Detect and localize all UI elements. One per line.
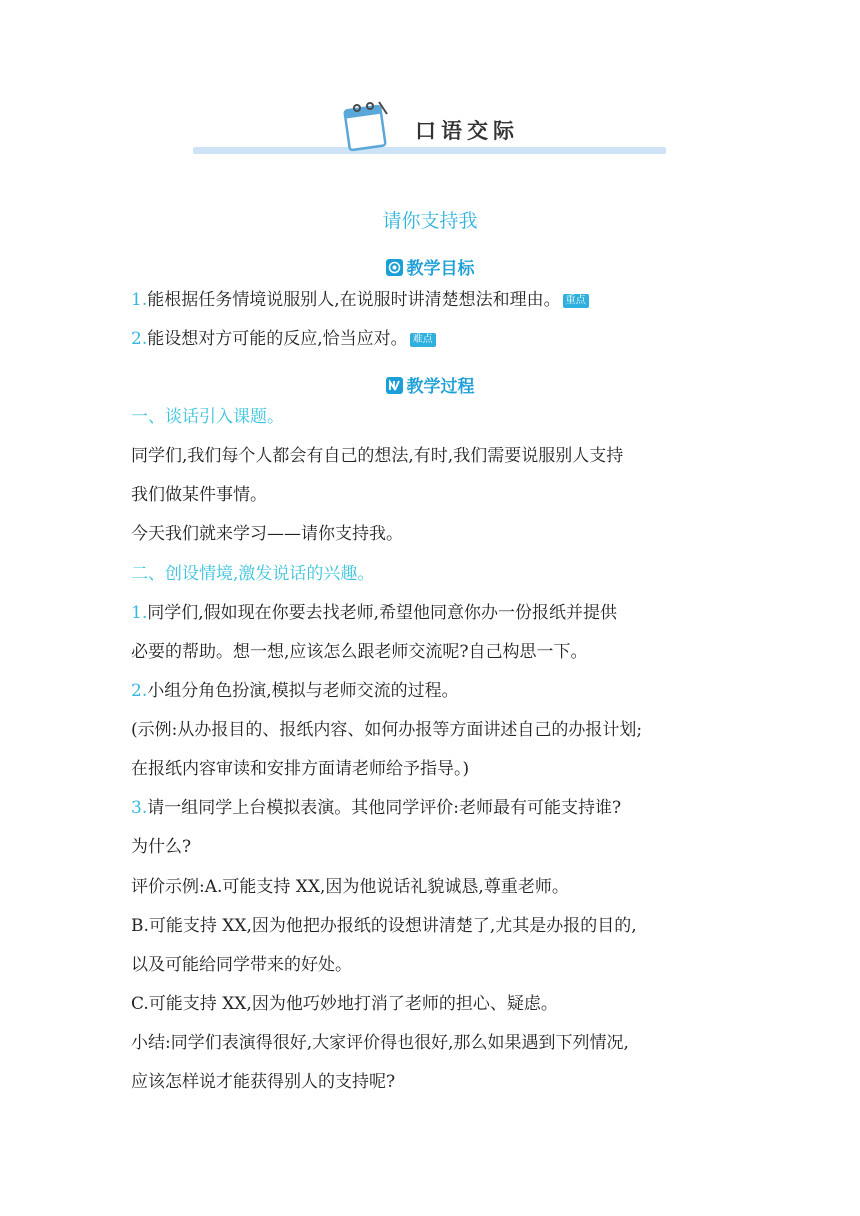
objective-text: 能设想对方可能的反应,恰当应对。 [147,329,408,349]
process-icon [386,377,403,394]
evaluation-text: B.可能支持 XX,因为他把办报纸的设想讲清楚了,尤其是办报的目的, [131,916,637,936]
example-text: (示例:从办报目的、报纸内容、如何办报等方面讲述自己的办报计划; [131,720,643,740]
difficulty-badge: 难点 [410,333,436,347]
header-underline [193,147,666,154]
objective-number: 2. [131,329,148,349]
item-number: 2. [131,681,148,701]
summary-text: 应该怎样说才能获得别人的支持呢? [131,1072,396,1092]
evaluation-text: C.可能支持 XX,因为他巧妙地打消了老师的担心、疑虑。 [131,994,558,1014]
evaluation-text: 评价示例:A.可能支持 XX,因为他说话礼貌诚恳,尊重老师。 [131,877,569,897]
step2-title: 二、创设情境,激发说话的兴趣。 [131,564,375,584]
objective-item [131,288,589,312]
example-text: 在报纸内容审读和安排方面请老师给予指导。) [131,759,470,779]
list-item [131,679,459,703]
lesson-title: 请你支持我 [382,210,478,232]
item-number: 1. [131,603,148,623]
paragraph: 同学们,我们每个人都会有自己的想法,有时,我们需要说服别人支持 [131,446,624,466]
item-number: 3. [131,798,148,818]
paragraph: 今天我们就来学习——请你支持我。 [131,524,403,544]
notebook-icon [343,100,391,152]
header-title: 口语交际 [415,119,519,143]
item-text: 小组分角色扮演,模拟与老师交流的过程。 [147,681,459,701]
objective-number: 1. [131,290,148,310]
evaluation-text: 以及可能给同学带来的好处。 [131,955,352,975]
step1-title: 一、谈话引入课题。 [131,407,284,427]
paragraph: 我们做某件事情。 [131,485,267,505]
list-item [131,796,621,820]
section-header [193,100,666,158]
list-item [131,601,617,625]
paragraph: 为什么? [131,837,192,857]
key-point-badge: 重点 [563,294,589,308]
objectives-heading [0,254,860,279]
target-icon [386,259,403,276]
objective-item [131,327,436,351]
item-text: 请一组同学上台模拟表演。其他同学评价:老师最有可能支持谁? [147,798,622,818]
paragraph: 必要的帮助。想一想,应该怎么跟老师交流呢?自己构思一下。 [131,642,588,662]
item-text: 同学们,假如现在你要去找老师,希望他同意你办一份报纸并提供 [147,603,618,623]
objectives-heading-label: 教学目标 [406,259,475,279]
process-heading [0,372,860,397]
process-heading-label: 教学过程 [406,377,475,397]
summary-text: 小结:同学们表演得很好,大家评价得也很好,那么如果遇到下列情况, [131,1033,629,1053]
objective-text: 能根据任务情境说服别人,在说服时讲清楚想法和理由。 [147,290,561,310]
